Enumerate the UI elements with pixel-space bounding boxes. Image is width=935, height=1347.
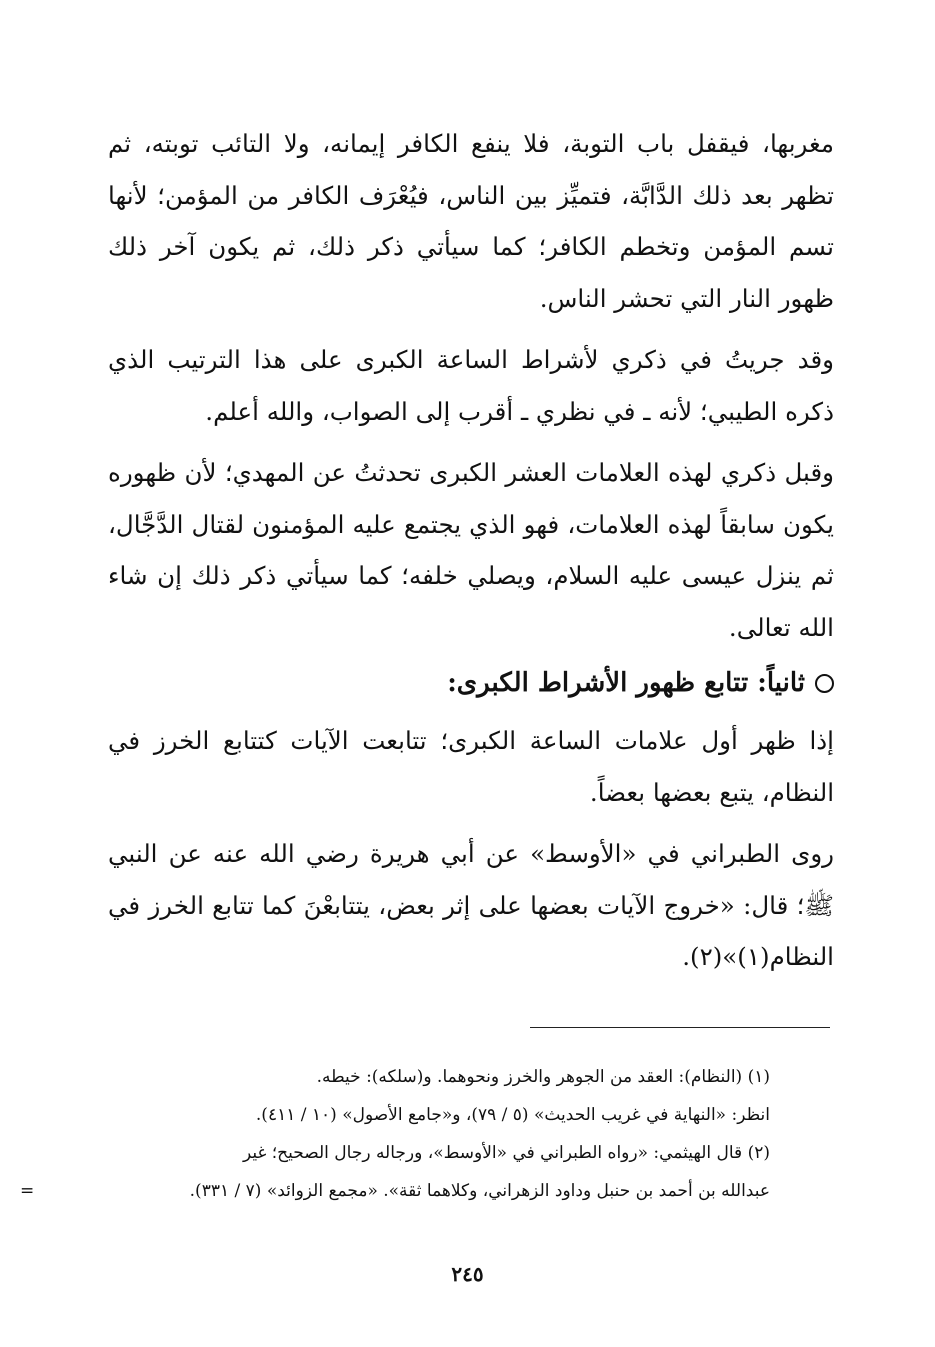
section-heading [108,661,834,705]
page-number: ٢٤٥ [451,1262,484,1286]
footnotes [20,1058,770,1210]
footnote-1: (١) (النظام): العقد من الجوهر والخرز ونحوهما. و(سلكه): خيطه. [316,1067,770,1087]
footnote-2: (٢) قال الهيثمي: «رواه الطبراني في «الأوسط»، ورجاله رجال الصحيح؛ غير [242,1143,770,1163]
footnote-separator [530,1027,830,1028]
paragraph-3: وقبل ذكري لهذه العلامات العشر الكبرى تحدثتُ عن المهدي؛ لأن ظهوره يكون سابقاً لهذه العلامات، فهو الذي يجتمع عليه المؤمنون لقتال الدَّجَّال، ثم ينزل عيسى عليه السلام، ويصلي خلفه؛ كما سيأتي ذكر ذلك إن شاء الله تعالى. [108,458,834,642]
footnote-2-text: عبدالله بن أحمد بن حنبل وداود الزهراني، وكلاهما ثقة». «مجمع الزوائد» (٧ / ٣٣١). [189,1181,770,1201]
paragraph-4: إذا ظهر أول علامات الساعة الكبرى؛ تتابعت الآيات كتتابع الخرز في النظام، يتبع بعضها بعضاً. [108,726,834,807]
footnote-2-continued [20,1172,770,1210]
section-heading-text: ثانياً: تتابع ظهور الأشراط الكبرى: [447,668,805,698]
continuation-mark: = [20,1181,35,1201]
footnote-1-reference: انظر: «النهاية في غريب الحديث» (٥ / ٧٩)، و«جامع الأصول» (١٠ / ٤١١). [255,1105,770,1125]
main-text [108,118,834,983]
paragraph-1: مغربها، فيقفل باب التوبة، فلا ينفع الكافر إيمانه، ولا التائب توبته، ثم تظهر بعد ذلك الدَّابَّة، فتميِّز بين الناس، فيُعْرَف الكافر من المؤمن؛ لأنها تسم المؤمن وتخطم الكافر؛ كما سيأتي ذكر ذلك، ثم يكون آخر ذلك ظهور النار التي تحشر الناس. [108,129,834,313]
paragraph-2: وقد جريتُ في ذكري لأشراط الساعة الكبرى على هذا الترتيب الذي ذكره الطيبي؛ لأنه ـ في نظري ـ أقرب إلى الصواب، والله أعلم. [108,345,834,426]
paragraph-5: روى الطبراني في «الأوسط» عن أبي هريرة رضي الله عنه عن النبي ﷺ؛ قال: «خروج الآيات بعضها على إثر بعض، يتتابعْنَ كما تتابع الخرز في النظام(١)»(٢). [108,839,834,971]
circle-bullet-icon [815,674,834,693]
